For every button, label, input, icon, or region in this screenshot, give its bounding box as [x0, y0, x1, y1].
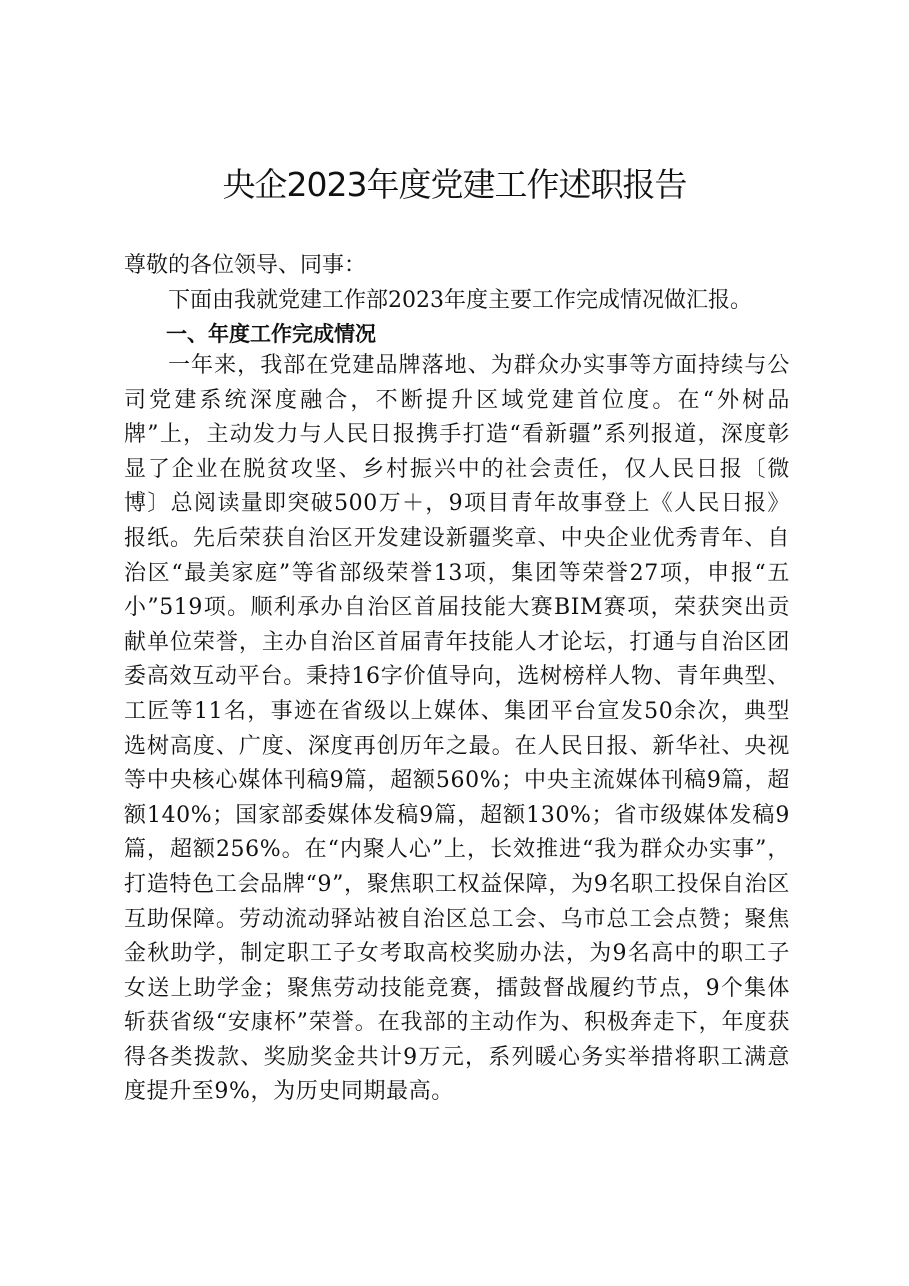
salutation: 尊敬的各位领导、同事：	[124, 253, 367, 278]
document-title: 央企2023年度党建工作述职报告	[222, 165, 687, 204]
intro-sentence: 下面由我就党建工作部2023年度主要工作完成情况做汇报。	[168, 288, 752, 313]
body-paragraph: 一年来，我部在党建品牌落地、为群众办实事等方面持续与公司党建系统深度融合，不断提升区域党建首位度。在“外树品牌”上，主动发力与人民日报携手打造“看新疆”系列报道，深度彰显了企业在脱贫攻坚、乡村振兴中的社会责任，仅人民日报〔微博〕总阅读量即突破500万＋，9项目青年故事登上《人民日报》报纸。先后荣获自治区开发建设新疆奖章、中央企业优秀青年、自治区“最美家庭”等省部级荣誉13项，集团等荣誉27项，申报“五小”519项。顺利承办自治区首届技能大赛BIM赛项，荣获突出贡献单位荣誉，主办自治区首届青年技能人才论坛，打通与自治区团委高效互动平台。秉持16字价值导向，选树榜样人物、青年典型、工匠等11名，事迹在省级以上媒体、集团平台宣发50余次，典型选树高度、广度、深度再创历年之最。在人民日报、新华社、央视等中央核心媒体刊稿9篇，超额560%；中央主流媒体刊稿9篇，超额140%；国家部委媒体发稿9篇，超额130%；省市级媒体发稿9篇，超额256%。在“内聚人心”上，长效推进“我为群众办实事”，打造特色工会品牌“9”，聚焦职工权益保障，为9名职工投保自治区互助保障。劳动流动驿站被自治区总工会、乌市总工会点赞；聚焦金秋助学，制定职工子女考取高校奖励办法，为9名高中的职工子女送上助学金；聚焦劳动技能竞赛，擂鼓督战履约节点，9个集体斩获省级“安康杯”荣誉。在我部的主动作为、积极奔走下，年度获得各类拨款、奖励奖金共计9万元，系列暖心务实举措将职工满意度提升至9%，为历史同期最高。	[124, 353, 790, 1105]
section-heading: 一、年度工作完成情况	[166, 322, 376, 346]
